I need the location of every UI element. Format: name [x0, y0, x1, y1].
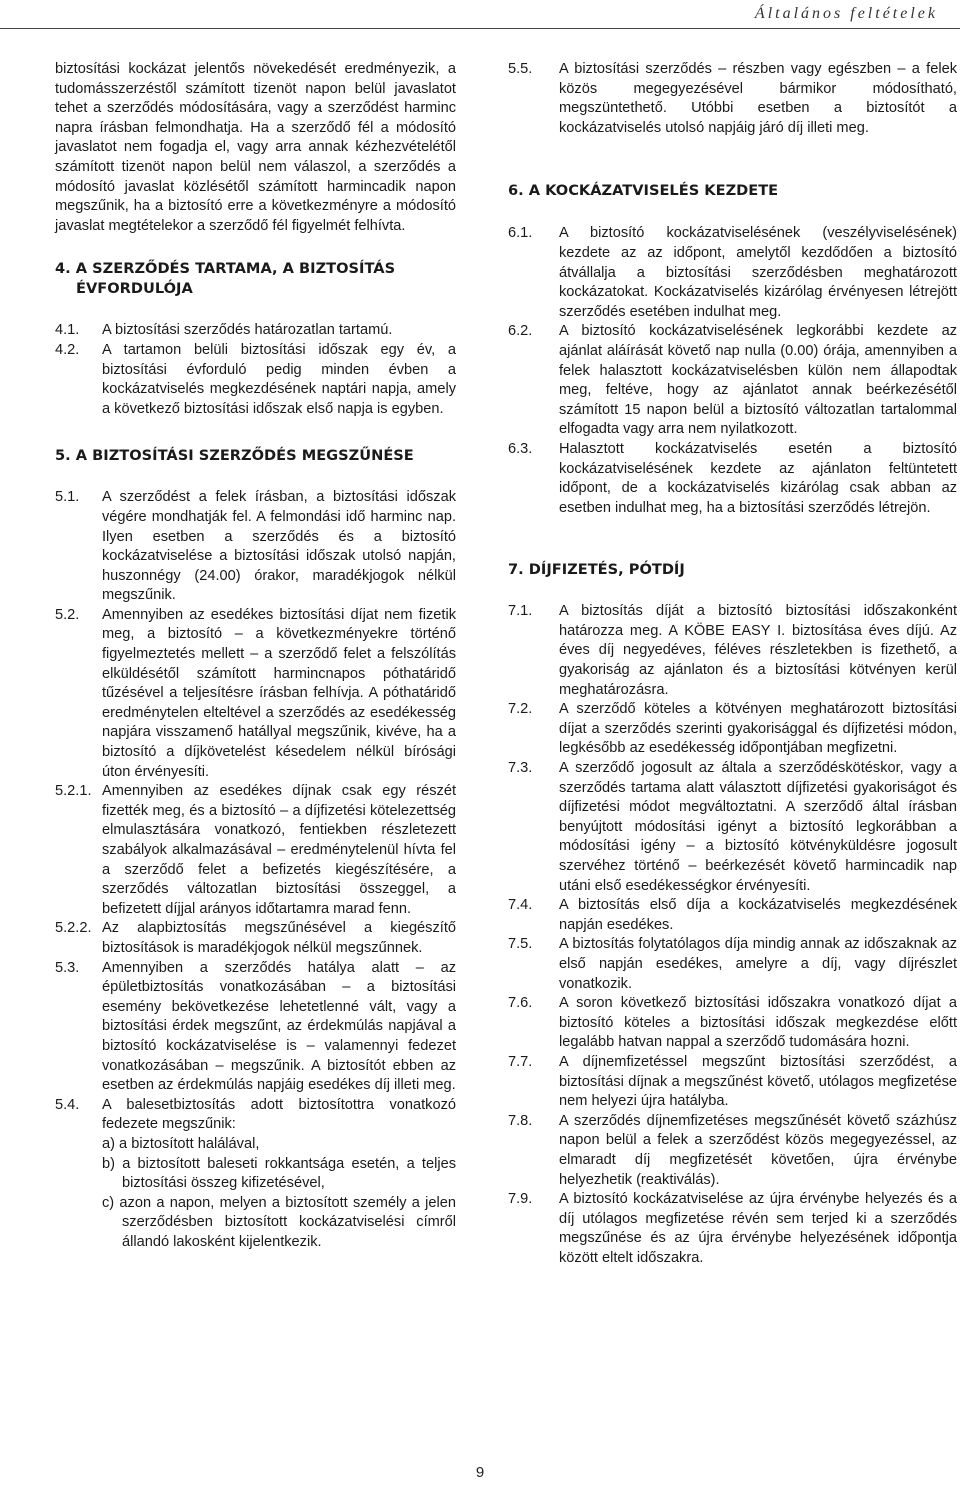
left-column [55, 60, 456, 1252]
list-item-c: c) azon a napon, melyen a biztosított személy a jelen szerződésben biztosított kockázatviselési címről állandó lakosként kijelentkezik. [102, 1194, 456, 1250]
clause-5-4 [55, 1096, 456, 1253]
section-5-heading: 5. A BIZTOSÍTÁSI SZERZŐDÉS MEGSZŰNÉSE [55, 447, 414, 465]
clause-number: 5.5. [508, 61, 533, 77]
clause-number: 7.6. [508, 995, 533, 1012]
clause-number: 7.1. [508, 603, 533, 620]
clause-number: 7.7. [508, 1053, 533, 1070]
clause-text: A díjnemfizetéssel megszűnt biztosítási szerződést, a biztosítási díjnak a megszűnést követő, utólagos megfizetése nem helyezi újra hatályba. [559, 1053, 957, 1110]
clause-7-1 [508, 602, 957, 700]
section-7-heading: 7. DÍJFIZETÉS, PÓTDÍJ [508, 561, 685, 579]
clause-text: Halasztott kockázatviselés esetén a biztosító kockázatviselésének kezdete az ajánlaton feltüntetett időpont, de a kockázatviselés kizárólag csak abban az esetben indulhat meg, ha a biztosítási szerződés létrejön. [559, 440, 957, 516]
clause-text: A tartamon belüli biztosítási időszak egy év, a biztosítási évforduló pedig minden évben a kockázatviselés megkezdésének naptári napja, amely a következő biztosítási időszak első napja is egyben. [102, 341, 456, 417]
clause-5-5 [508, 60, 957, 138]
clause-number: 5.1. [55, 489, 80, 506]
intro-paragraph: biztosítási kockázat jelentős növekedését eredményezik, a tudomásszerzéstől számított tizenöt napon belül javaslatot tehet a szerződés módosítására, vagy a szerződést harminc napra írásban felmondhatja. Ha a szerződő fél a módosító javaslatot nem fogadja el, vagy arra annak kézhezvételétől számított tizenöt napon belül nem válaszol, a szerződés a módosító javaslat közlésétől számított harmincadik napon megszűnik, ha a biztosító erre a következményre a módosító javaslat megtételekor a szerződő fél figyelmét felhívta. [55, 61, 456, 234]
clause-number: 5.3. [55, 959, 80, 976]
clause-number: 7.8. [508, 1112, 533, 1129]
right-column [508, 60, 957, 1268]
clause-text: Az alapbiztosítás megszűnésével a kiegészítő biztosítások is maradékjogok nélkül megszűnnek. [102, 920, 456, 956]
page-header [0, 0, 960, 29]
clause-6-3 [508, 440, 957, 518]
clause-text: A soron következő biztosítási időszakra vonatkozó díjat a biztosító köteles a biztosítási időszak megkezdése előtt legalább hatvan nappal a szerződő tudomására hozni. [559, 995, 957, 1051]
clause-7-4 [508, 896, 957, 935]
clause-text: A szerződést a felek írásban, a biztosítási időszak végére mondhatják fel. A felmondási idő harminc nap. Ilyen esetben a szerződés és a biztosító kockázatviselése a biztosítási időszak utolsó napján, huszonnégy (24.00) órakor, maradékjogok nélkül megszűnik. [102, 489, 456, 604]
clause-4-1 [55, 321, 456, 341]
clause-7-6 [508, 994, 957, 1053]
clause-text: Amennyiben a szerződés hatálya alatt – az épületbiztosítás vonatkozásában – a biztosítási esemény bekövetkezése lehetetlenné vált, vagy a biztosítási érdek megszűnt, az érdekmúlás napjával a biztosító kockázatviselése is – valamennyi fedezet vonatkozásában – megszűnik. A biztosítót ebben az esetben az érdekmúlás napjáig esedékes díj illeti meg. [102, 959, 456, 1094]
clause-text: A biztosítási szerződés határozatlan tartamú. [102, 322, 393, 339]
clause-text: Amennyiben az esedékes díjnak csak egy részét fizették meg, és a biztosító – a díjfizetési kötelezettség elmulasztására vonatkozó, fentiekben részletezett szabályok alkalmazásával – eredménytelenül hívta fel a szerződő felet a befizetés kiegészítésére, a szerződés változatlan biztosítási összeggel, a befizetett díjjal arányos időtartamra marad fenn. [102, 783, 456, 917]
clause-text [102, 1096, 456, 1253]
clause-number: 7.9. [508, 1191, 533, 1208]
clause-number: 7.4. [508, 897, 533, 914]
clause-7-5 [508, 935, 957, 994]
clause-text: A szerződő köteles a kötvényen meghatározott biztosítási díjat a szerződés szerinti gyakorisággal és díjfizetési módon, legkésőbb az esedékesség időpontjában megfizetni. [559, 701, 957, 757]
clause-4-2 [55, 341, 456, 419]
clause-5-2 [55, 606, 456, 782]
clause-5-2-1 [55, 782, 456, 919]
list-item-a: a) a biztosított halálával, [102, 1135, 260, 1152]
clause-5-3 [55, 959, 456, 1096]
section-4-heading [55, 259, 456, 299]
clause-text: A biztosítás díját a biztosító biztosítási időszakonként határozza meg. A KÖBE EASY I. biztosítása éves díjú. Az éves díj negyedéves, féléves részletekben is fizethető, a gyakoriság az ajánlaton és a biztosítási kötvényen kerül meghatározásra. [559, 603, 957, 698]
clause-7-9 [508, 1190, 957, 1268]
clause-text: A biztosító kockázatviselésének legkorábbi kezdete az ajánlat aláírását követő nap nulla (0.00) órája, amennyiben a felek halasztott kockázatviselésben külön nem állapodtak meg, feltéve, hogy az ajánlatot annak beérkezésétől számított 15 napon belül a biztosító változatlan tartalommal elfogadta vagy arra nem nyilatkozott. [559, 323, 957, 438]
clause-number: 7.2. [508, 701, 533, 718]
page-number: 9 [475, 1464, 485, 1481]
clause-7-2 [508, 700, 957, 759]
section-4-heading-line1: 4. A SZERZŐDÉS TARTAMA, A BIZTOSÍTÁS [55, 260, 396, 278]
section-6-heading: 6. A KOCKÁZATVISELÉS KEZDETE [508, 182, 779, 200]
clause-5-1 [55, 488, 456, 606]
clause-5-2-2 [55, 919, 456, 958]
clause-7-3 [508, 759, 957, 896]
clause-text: A biztosítás folytatólagos díja mindig annak az időszaknak az első napján esedékes, amelyre a díj, vagy díjrészlet vonatkozik. [559, 936, 957, 992]
clause-6-1 [508, 224, 957, 322]
clause-number: 5.4. [55, 1096, 80, 1113]
clause-text: Amennyiben az esedékes biztosítási díjat nem fizetik meg, a biztosító – a következményekre történő figyelmeztetés mellett – a szerződő felet a felszólítás elküldésétől számított harmincnapos póthatáridő tűzésével a teljesítésre írásban felhívja. A póthatáridő eredménytelen elteltével a szerződés az esedékesség napjára visszamenő hatállyal megszűnik, kivéve, ha a biztosító a díjkövetelést késedelem nélkül bírósági úton érvényesíti. [102, 606, 456, 780]
header-title: Általános feltételek [754, 5, 938, 22]
clause-text: A szerződés díjnemfizetéses megszűnését követő százhúsz napon belül a felek a szerződést közös megegyezéssel, az elmaradt díj megfizetését követően, újra érvénybe helyezhetik (reaktiválás). [559, 1112, 957, 1188]
clause-5-4-intro: A balesetbiztosítás adott biztosítottra vonatkozó fedezete megszűnik: [102, 1096, 456, 1133]
clause-6-2 [508, 322, 957, 440]
clause-number: 5.2. [55, 606, 80, 623]
clause-number: 5.2.1. [55, 783, 92, 800]
clause-number: 7.5. [508, 936, 533, 953]
clause-number: 4.2. [55, 341, 80, 358]
clause-number: 5.2.2. [55, 920, 92, 937]
section-4-heading-line2: ÉVFORDULÓJA [76, 280, 193, 298]
clause-number: 4.1. [55, 322, 80, 339]
clause-text: A szerződő jogosult az általa a szerződéskötéskor, vagy a szerződés tartama alatt választott díjfizetési gyakoriságot és díjfizetési módot megváltoztatni. A szerződő által írásban benyújtott módosítási igényt a biztosító legkorábban a módosítási igény – a biztosító kötvényküldésre jogosult szervéhez történő – beérkezését követő harmincadik nap utáni első esedékességkor érvényesíti. [559, 760, 957, 894]
clause-number: 6.1. [508, 225, 533, 242]
clause-number: 6.2. [508, 323, 533, 340]
clause-text: A biztosítás első díja a kockázatviselés megkezdésének napján esedékes. [559, 897, 957, 933]
clause-7-7 [508, 1053, 957, 1112]
list-item-b: b) a biztosított baleseti rokkantsága esetén, a teljes biztosítási összeg kifizetésével, [102, 1155, 456, 1192]
clause-number: 7.3. [508, 760, 533, 777]
clause-7-8 [508, 1112, 957, 1190]
clause-number: 6.3. [508, 440, 533, 457]
clause-text: A biztosító kockázatviselése az újra érvénybe helyezés és a díj utólagos megfizetése révén sem terjed ki a szerződés megszűnése és az újra érvénybe helyezésének időpontja között eltelt időszakra. [559, 1191, 957, 1266]
clause-text: A biztosító kockázatviselésének (veszélyviselésének) kezdete az az időpont, amelytől kezdődően a biztosító átvállalja a biztosítási szerződésben meghatározott kockázatokat. Kockázatviselés kizárólag érvényesen létrejött szerződés esetében indulhat meg. [559, 225, 957, 320]
clause-text: A biztosítási szerződés – részben vagy egészben – a felek közös megegyezésével bármikor módosítható, megszüntethető. Utóbbi esetben a biztosítót a kockázatviselés utolsó napjáig járó díj illeti meg. [559, 61, 957, 136]
